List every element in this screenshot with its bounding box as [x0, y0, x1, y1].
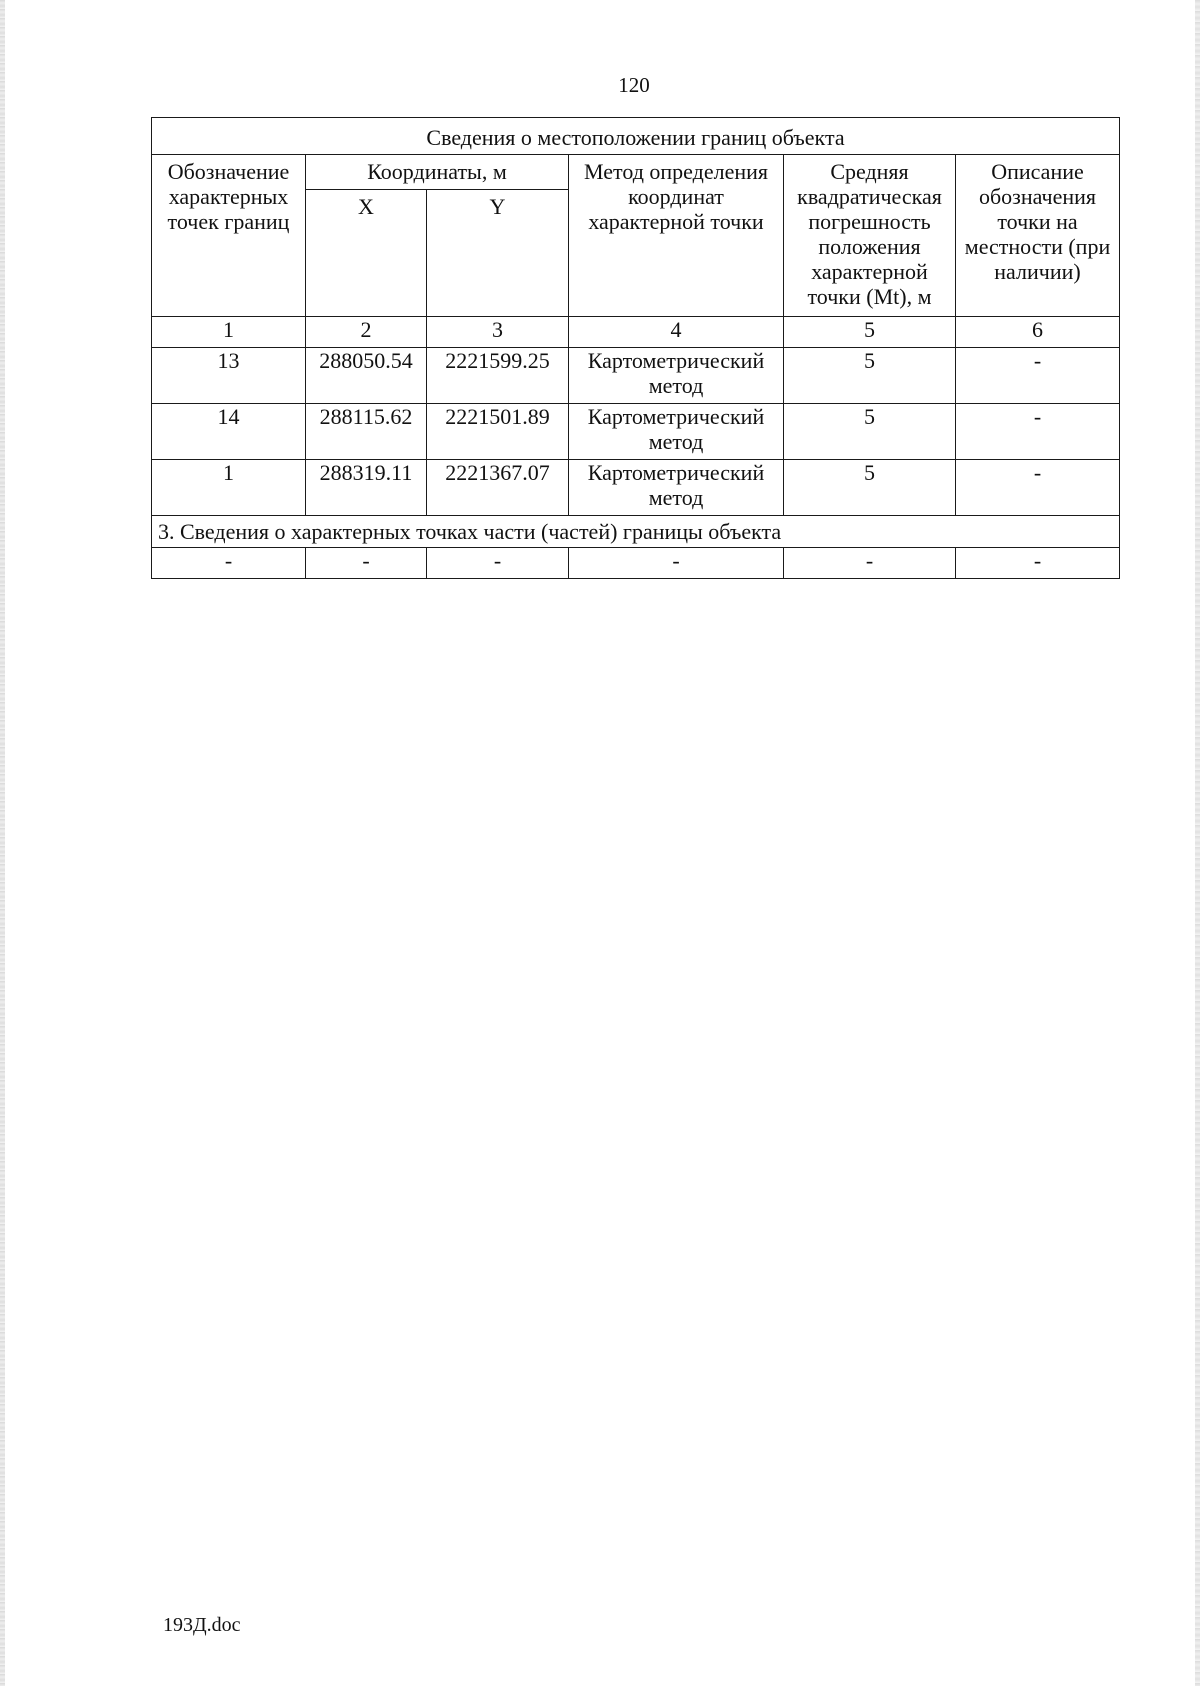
cell-point: 1 [152, 460, 306, 516]
cell-method: Картометрический метод [569, 404, 784, 460]
section-3-title: 3. Сведения о характерных точках части (частей) границы объекта [152, 516, 1120, 548]
cell-description: - [956, 348, 1120, 404]
header-y: Y [427, 190, 569, 317]
column-number: 2 [306, 317, 427, 348]
empty-cell: - [956, 548, 1120, 579]
header-x: X [306, 190, 427, 317]
cell-error: 5 [784, 404, 956, 460]
cell-method: Картометрический метод [569, 460, 784, 516]
column-number: 3 [427, 317, 569, 348]
boundary-coordinates-table [151, 117, 1120, 579]
cell-error: 5 [784, 460, 956, 516]
cell-x: 288115.62 [306, 404, 427, 460]
header-error: Средняя квадратическая погрешность положения характерной точки (Mt), м [784, 155, 956, 317]
empty-cell: - [569, 548, 784, 579]
cell-x: 288319.11 [306, 460, 427, 516]
header-description: Описание обозначения точки на местности (при наличии) [956, 155, 1120, 317]
scan-edge-left [0, 0, 5, 1686]
table-row [152, 348, 1120, 404]
header-coordinates-group: Координаты, м [306, 155, 569, 190]
table-caption: Сведения о местоположении границ объекта [152, 118, 1120, 155]
column-number: 1 [152, 317, 306, 348]
empty-cell: - [152, 548, 306, 579]
cell-y: 2221501.89 [427, 404, 569, 460]
column-number: 4 [569, 317, 784, 348]
column-number: 5 [784, 317, 956, 348]
cell-error: 5 [784, 348, 956, 404]
scan-edge-right [1195, 0, 1200, 1686]
header-point: Обозначение характерных точек границ [152, 155, 306, 317]
page-number: 120 [618, 73, 650, 97]
cell-x: 288050.54 [306, 348, 427, 404]
header-method: Метод определения координат характерной точки [569, 155, 784, 317]
cell-y: 2221367.07 [427, 460, 569, 516]
cell-point: 13 [152, 348, 306, 404]
cell-y: 2221599.25 [427, 348, 569, 404]
empty-cell: - [784, 548, 956, 579]
empty-cell: - [427, 548, 569, 579]
section-3-row [152, 548, 1120, 579]
column-number: 6 [956, 317, 1120, 348]
cell-description: - [956, 404, 1120, 460]
document-filename: 193Д.doc [163, 1614, 241, 1636]
table-row [152, 460, 1120, 516]
table-row [152, 404, 1120, 460]
cell-description: - [956, 460, 1120, 516]
cell-point: 14 [152, 404, 306, 460]
cell-method: Картометрический метод [569, 348, 784, 404]
column-numbers-row [152, 317, 1120, 348]
empty-cell: - [306, 548, 427, 579]
